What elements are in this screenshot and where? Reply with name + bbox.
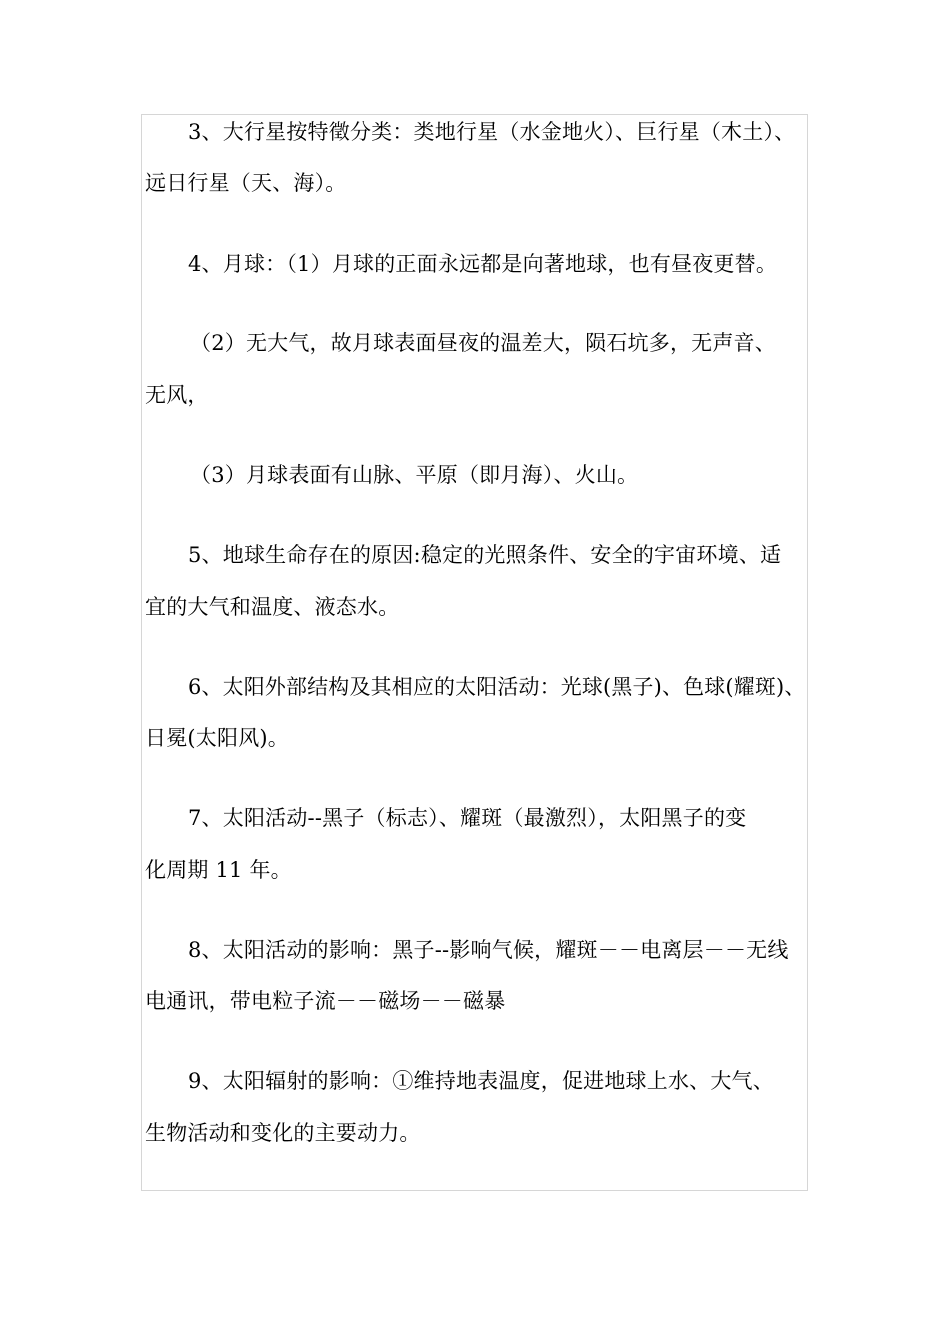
item-8-line-2: 电通讯，带电粒子流－－磁场－－磁暴 — [145, 989, 506, 1013]
item-9-line-2: 生物活动和变化的主要动力。 — [145, 1121, 421, 1145]
item-6-line-1: 6、太阳外部结构及其相应的太阳活动：光球(黑子)、色球(耀斑)、 — [188, 675, 806, 699]
item-7-line-2: 化周期 11 年。 — [145, 858, 292, 882]
item-4-line-1: 4、月球：（1）月球的正面永远都是向著地球，也有昼夜更替。 — [188, 252, 778, 276]
item-8-line-1: 8、太阳活动的影响：黑子--影响气候，耀斑－－电离层－－无线 — [188, 938, 789, 962]
item-3-line-2: 远日行星（天、海）。 — [145, 171, 347, 195]
item-4-sub-3-line-1: （3）月球表面有山脉、平原（即月海）、火山。 — [190, 463, 639, 487]
item-7-line-1: 7、太阳活动--黑子（标志）、耀斑（最激烈），太阳黑子的变 — [188, 806, 747, 830]
item-5-line-2: 宜的大气和温度、液态水。 — [145, 595, 400, 619]
item-3-line-1: 3、大行星按特徵分类：类地行星（水金地火）、巨行星（木土）、 — [188, 120, 796, 144]
item-5-line-1: 5、地球生命存在的原因:稳定的光照条件、安全的宇宙环境、适 — [188, 543, 782, 567]
item-9-line-1: 9、太阳辐射的影响：①维持地表温度，促进地球上水、大气、 — [188, 1069, 774, 1093]
item-4-sub-2-line-1: （2）无大气，故月球表面昼夜的温差大，陨石坑多，无声音、 — [190, 331, 776, 355]
item-6-line-2: 日冕(太阳风)。 — [145, 726, 289, 750]
item-4-sub-2-line-2: 无风， — [145, 383, 209, 407]
